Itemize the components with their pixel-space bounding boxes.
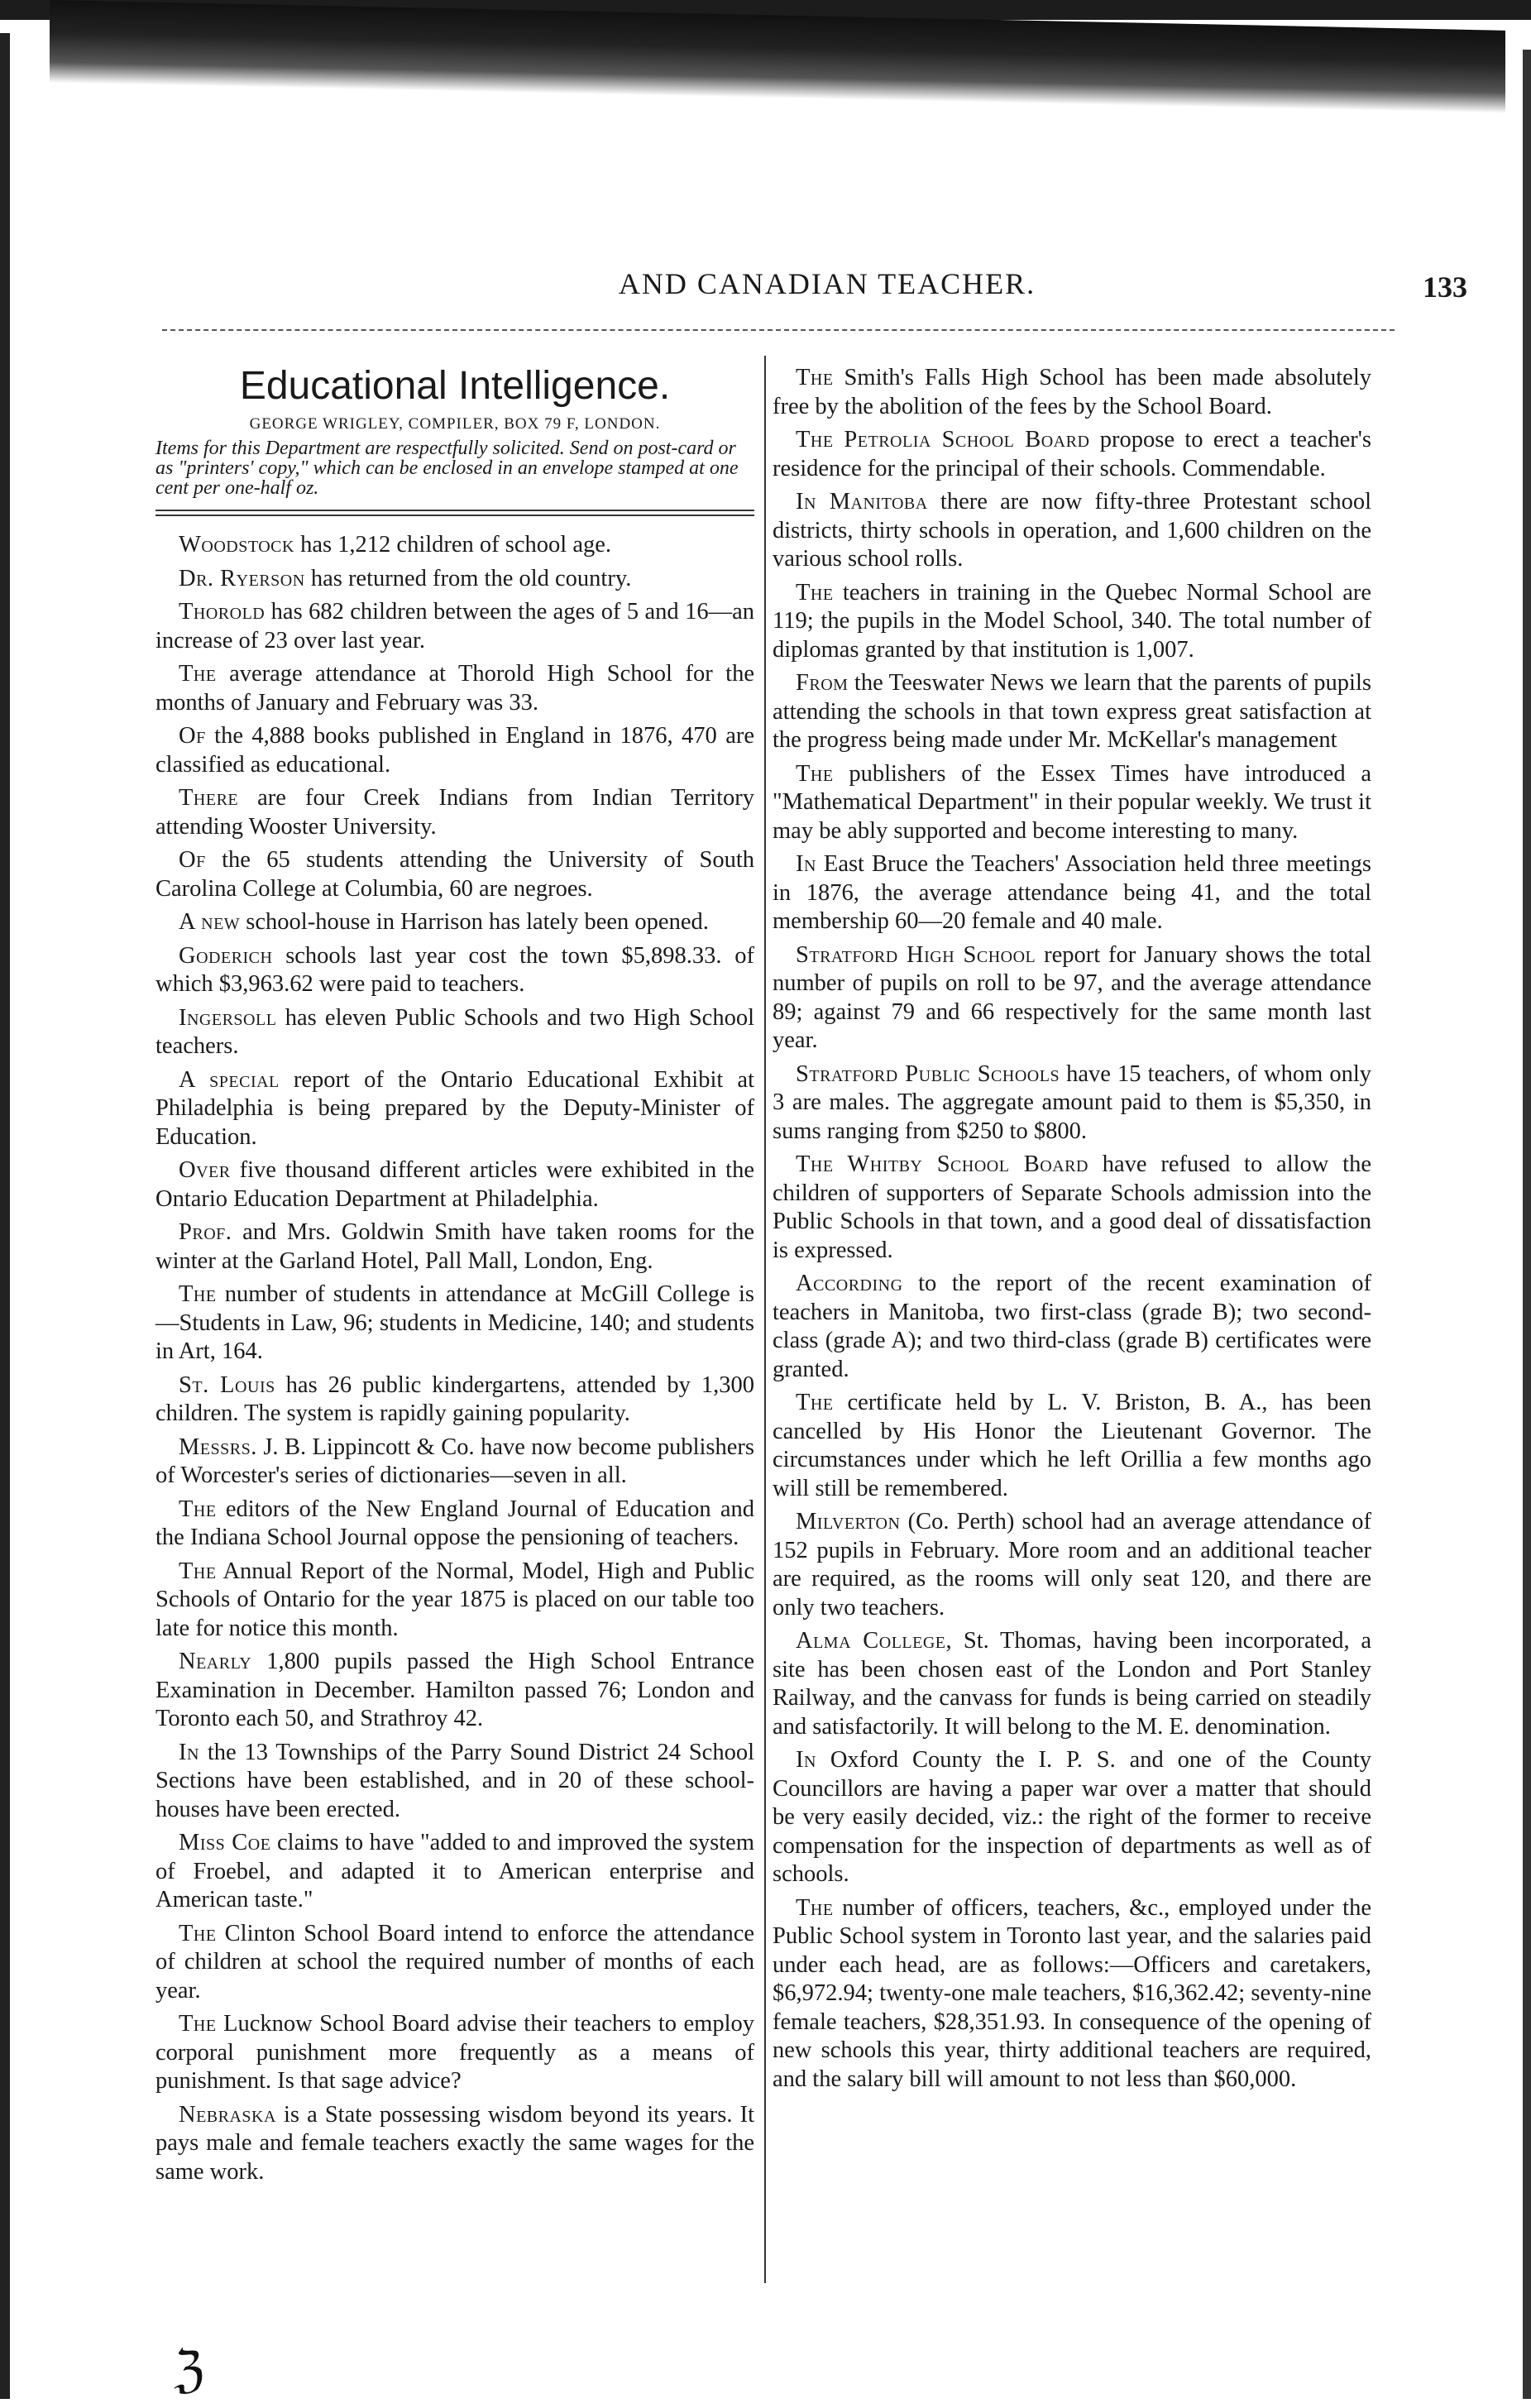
news-item [773, 579, 1371, 665]
news-item-text: has 682 children between the ages of 5 and 16—an increase of 23 over last year. [155, 599, 754, 653]
news-item-text: has eleven Public Schools and two High School teachers. [155, 1004, 754, 1059]
scan-shadow-left [0, 33, 10, 2399]
news-item-text: the Teeswater News we learn that the parents of pupils attending the schools in that town express great satisfaction at the progress being made under Mr. McKellar's management [773, 670, 1371, 753]
news-item-lead: The [179, 1558, 217, 1584]
news-item [773, 426, 1371, 483]
news-item [155, 784, 754, 841]
news-item [155, 1558, 754, 1644]
news-item-text: editors of the New England Journal of Education and the Indiana School Journal oppose the pensioning of teachers. [155, 1496, 754, 1550]
editor-note: Items for this Department are respectfully solicited. Send on post-card or as "printers' copy," which can be enclosed in an envelope stamped at one cent per one-half oz. [155, 438, 739, 499]
news-item-text: Annual Report of the Normal, Model, High and Public Schools of Ontario for the year 1875 is placed on our table too late for notice this month. [155, 1558, 754, 1641]
news-item-lead: In [796, 851, 816, 877]
column-divider [764, 356, 766, 2283]
news-item [773, 1627, 1371, 1741]
news-item [773, 850, 1371, 936]
news-item-lead: A special [179, 1066, 280, 1093]
news-item [773, 488, 1371, 574]
news-item [155, 2010, 754, 2096]
section-title: Educational Intelligence. [239, 364, 671, 408]
news-item-lead: Of [179, 847, 206, 873]
news-item-text: Oxford County the I. P. S. and one of the County Councillors are having a paper war over a matter that should be very easily decided, viz.: the right of the former to receive compensation for the inspection of departments as well as of schools. [773, 1747, 1371, 1887]
news-item [155, 1281, 754, 1367]
news-item-text: the 13 Townships of the Parry Sound District 24 School Sections have been established, and in 20 of these school-houses have been erected. [155, 1739, 754, 1822]
news-item-text: to the report of the recent examination of teachers in Manitoba, two first-class (grade B); two second-class (grade A); and two third-class (grade B) certificates were granted. [773, 1271, 1371, 1382]
news-item [155, 1648, 754, 1734]
news-item [773, 941, 1371, 1056]
news-item-lead: In [796, 1747, 816, 1773]
right-item-list [773, 364, 1371, 2094]
news-item-lead: The [796, 1390, 834, 1415]
news-item-lead: Over [179, 1157, 231, 1183]
news-item-text: (Co. Perth) school had an average attendance of 152 pupils in February. More room and an additional teacher are required, as the rooms will only seat 120, and there are only two teachers. [773, 1509, 1371, 1620]
news-item-lead: The Whitby School Board [796, 1151, 1088, 1177]
news-item-lead: Milverton [796, 1509, 901, 1534]
left-column [155, 364, 754, 2191]
news-item-lead: The [179, 661, 217, 687]
news-item-lead: Goderich [179, 942, 273, 969]
news-item-text: five thousand different articles were exhibited in the Ontario Education Department at Philadelphia. [155, 1157, 754, 1212]
news-item-lead: The [179, 1281, 217, 1307]
news-item-lead: Of [179, 723, 206, 749]
news-item-lead: Nearly [179, 1649, 252, 1674]
news-item-lead: The [796, 760, 834, 787]
news-item-text: East Bruce the Teachers' Association held three meetings in 1876, the average attendance being 41, and the total membership 60—20 female and 40 male. [773, 851, 1371, 934]
news-item-lead: A new [179, 909, 241, 935]
news-item-lead: The Petrolia School Board [796, 427, 1090, 452]
news-item-text: publishers of the Essex Times have introduced a "Mathematical Department" in their popular weekly. We trust it may be ably supported and become interesting to many. [773, 760, 1371, 844]
news-item [155, 1920, 754, 2006]
news-item-text: has returned from the old country. [304, 565, 632, 591]
news-item-text: number of officers, teachers, &c., employed under the Public School system in Toronto last year, and the salaries paid under each head, are as follows:—Officers and caretakers, $6,972.94; twenty-one male teachers, $16,362.42; seventy-nine female teachers, $28,351.93. In consequence of the opening of new schools this year, thirty additional teachers are required, and the salary bill will amount to not less than $60,000. [773, 1894, 1371, 2092]
news-item-text: Smith's Falls High School has been made absolutely free by the abolition of the fees by the School Board. [773, 365, 1371, 419]
running-title: AND CANADIAN TEACHER. [618, 267, 1036, 300]
news-item-lead: In [179, 1739, 199, 1765]
news-item [773, 1060, 1371, 1147]
news-item-text: report of the Ontario Educational Exhibit at Philadelphia is being prepared by the Deputy-Minister of Education. [155, 1066, 754, 1150]
page-number: 133 [1423, 270, 1467, 304]
news-item [773, 364, 1371, 421]
news-item [773, 1894, 1371, 2094]
news-item-text: schools last year cost the town $5,898.33. of which $3,963.62 were paid to teachers. [155, 942, 754, 997]
news-item [155, 942, 754, 999]
news-item [155, 908, 754, 937]
news-item [773, 1746, 1371, 1889]
right-column [773, 364, 1371, 2099]
news-item-text: has 1,212 children of school age. [294, 532, 612, 558]
news-item [155, 598, 754, 655]
news-item-lead: Prof. [179, 1219, 232, 1245]
news-item-lead: There [179, 785, 239, 811]
news-item [155, 565, 754, 594]
news-item-text: have 15 teachers, of whom only 3 are males. The aggregate amount paid to them is $5,350, in sums ranging from $250 to $800. [773, 1060, 1371, 1144]
news-item-lead: The [796, 365, 834, 390]
news-item [155, 1739, 754, 1825]
news-item-text: St. Thomas, having been incorporated, a site has been chosen east of the London and Port Stanley Railway, and the canvass for funds is being carried on steadily and satisfactorily. It will belong to the M. E. denomination. [773, 1628, 1372, 1740]
news-item-text: Clinton School Board intend to enforce the attendance of children at school the required number of months of each year. [155, 1920, 754, 2003]
news-item-text: teachers in training in the Quebec Normal School are 119; the pupils in the Model School, 340. The total number of diplomas granted by that institution is 1,007. [773, 579, 1371, 663]
news-item-text: the 65 students attending the University of South Carolina College at Columbia, 60 are negroes. [155, 847, 754, 902]
news-item-text: the 4,888 books published in England in 1876, 470 are classified as educational. [155, 723, 754, 778]
news-item-text: and Mrs. Goldwin Smith have taken rooms for the winter at the Garland Hotel, Pall Mall, London, Eng. [155, 1219, 754, 1274]
page-header [0, 266, 1531, 316]
news-item-lead: The [179, 1496, 217, 1522]
news-item-text: there are now fifty-three Protestant school districts, thirty schools in operation, and 1,600 children on the various school rolls. [773, 489, 1371, 572]
news-item-lead: Stratford Public Schools [796, 1060, 1060, 1087]
news-item-lead: The [796, 1894, 834, 1921]
news-item [773, 1389, 1371, 1503]
news-item-lead: In Manitoba [796, 489, 928, 515]
news-item [155, 1372, 754, 1429]
news-item-lead: Ingersoll [179, 1004, 277, 1031]
news-item-lead: Messrs. [179, 1434, 257, 1460]
news-item-text: are four Creek Indians from Indian Territory attending Wooster University. [155, 785, 754, 840]
news-item-text: 1,800 pupils passed the High School Entrance Examination in December. Hamilton passed 76; London and Toronto each 50, and Strathroy 42. [155, 1649, 754, 1731]
header-rule [162, 329, 1395, 331]
news-item [155, 2101, 754, 2187]
news-item [155, 1218, 754, 1276]
news-item [773, 1151, 1371, 1265]
news-item-lead: Thorold [179, 599, 266, 625]
news-item [773, 760, 1371, 846]
news-item-text: is a State possessing wisdom beyond its years. It pays male and female teachers exactly the same wages for the same work. [155, 2101, 754, 2185]
news-item-text: Lucknow School Board advise their teachers to employ corporal punishment more frequently as a means of punishment. Is that sage advice? [155, 2011, 754, 2094]
news-item-lead: St. Louis [179, 1372, 275, 1398]
left-item-list [155, 531, 754, 2186]
news-item [155, 531, 754, 560]
news-item [155, 846, 754, 903]
news-item-lead: Dr. Ryerson [179, 565, 305, 591]
editor-line: GEORGE WRIGLEY, COMPILER, BOX 79 F, LONDON. [249, 415, 661, 433]
news-item-lead: Woodstock [179, 532, 294, 558]
news-item-lead: The [179, 2011, 217, 2037]
news-item [155, 660, 754, 717]
news-item-text: claims to have "added to and improved the system of Froebel, and adapted it to American enterprise and American taste." [155, 1830, 754, 1913]
scan-shadow-right [1523, 50, 1531, 2399]
news-item-text: have refused to allow the children of supporters of Separate Schools admission into the Public Schools in that town, and a good deal of dissatisfaction is expressed. [773, 1151, 1371, 1263]
news-item [155, 1004, 754, 1061]
news-item-text: average attendance at Thorold High School for the months of January and February was 33. [155, 661, 754, 716]
news-item [155, 722, 754, 779]
news-item-lead: According [796, 1271, 903, 1296]
news-item [155, 1829, 754, 1915]
news-item-lead: Nebraska [179, 2101, 276, 2128]
news-item-lead: Miss Coe [179, 1830, 271, 1855]
news-item [773, 669, 1371, 755]
news-item-lead: From [796, 670, 849, 696]
news-item-lead: The [796, 579, 834, 606]
scan-mark-glyph: ℨ [174, 2343, 204, 2397]
news-item-text: school-house in Harrison has lately been opened. [240, 909, 709, 935]
news-item-text: report for January shows the total number of pupils on roll to be 97, and the average attendance 89; against 79 and 66 respectively for the same month last year. [773, 941, 1371, 1053]
section-rule [155, 510, 754, 516]
news-item [773, 1508, 1371, 1622]
news-item-lead: The [179, 1920, 217, 1946]
news-item-text: certificate held by L. V. Briston, B. A., has been cancelled by His Honor the Lieutenant Governor. The circumstances under which he left Orillia a few months ago will still be remembered. [773, 1390, 1371, 1501]
news-item [155, 1496, 754, 1553]
news-item-text: propose to erect a teacher's residence for the principal of their schools. Commendable. [773, 427, 1371, 481]
news-item [155, 1156, 754, 1214]
news-item-text: has 26 public kindergartens, attended by 1,300 children. The system is rapidly gaining popularity. [155, 1372, 754, 1426]
news-item-text: number of students in attendance at McGill College is—Students in Law, 96; students in Medicine, 140; and students in Art, 164. [155, 1281, 754, 1364]
news-item-text: J. B. Lippincott & Co. have now become publishers of Worcester's series of dictionaries—seven in all. [155, 1434, 754, 1488]
news-item-lead: Stratford High School [796, 941, 1036, 968]
news-item [773, 1270, 1371, 1384]
news-item [155, 1066, 754, 1152]
news-item [155, 1434, 754, 1491]
news-item-lead: Alma College, [796, 1628, 953, 1654]
